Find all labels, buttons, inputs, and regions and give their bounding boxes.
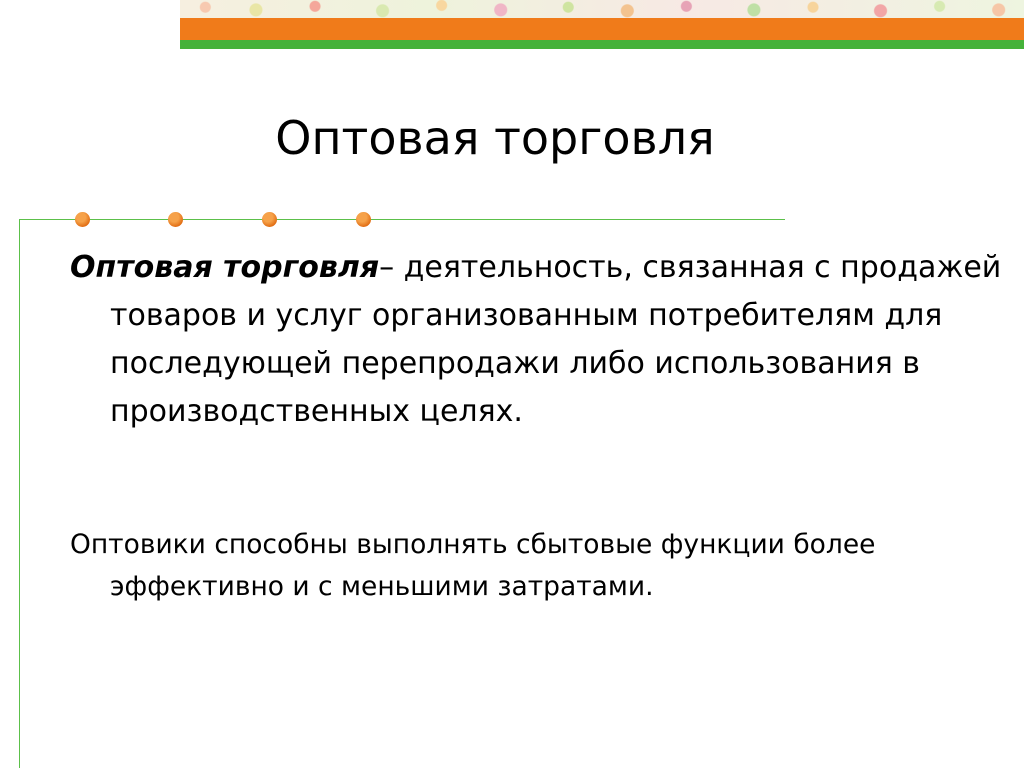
decorative-dot: [168, 212, 183, 227]
decorative-dot: [75, 212, 90, 227]
green-stripe: [180, 40, 1024, 49]
frame-line-left: [19, 219, 20, 768]
definition-text: – деятельность, связанная с продажей товаров и услуг организованным потребителям для последующей перепродажи либо использования в производственных целях.: [110, 250, 1002, 429]
flower-strip-image: [180, 0, 1024, 18]
definition-paragraph: [70, 244, 1010, 436]
note-paragraph: Оптовики способны выполнять сбытовые функции более эффективно и с меньшими затратами.: [70, 529, 876, 602]
decorative-banner: [180, 0, 1024, 50]
orange-stripe: [180, 18, 1024, 40]
decorative-dot: [356, 212, 371, 227]
frame-line-top: [19, 219, 785, 220]
definition-term: Оптовая торговля: [70, 250, 380, 285]
slide-title: Оптовая торговля: [275, 111, 715, 165]
decorative-dot: [262, 212, 277, 227]
